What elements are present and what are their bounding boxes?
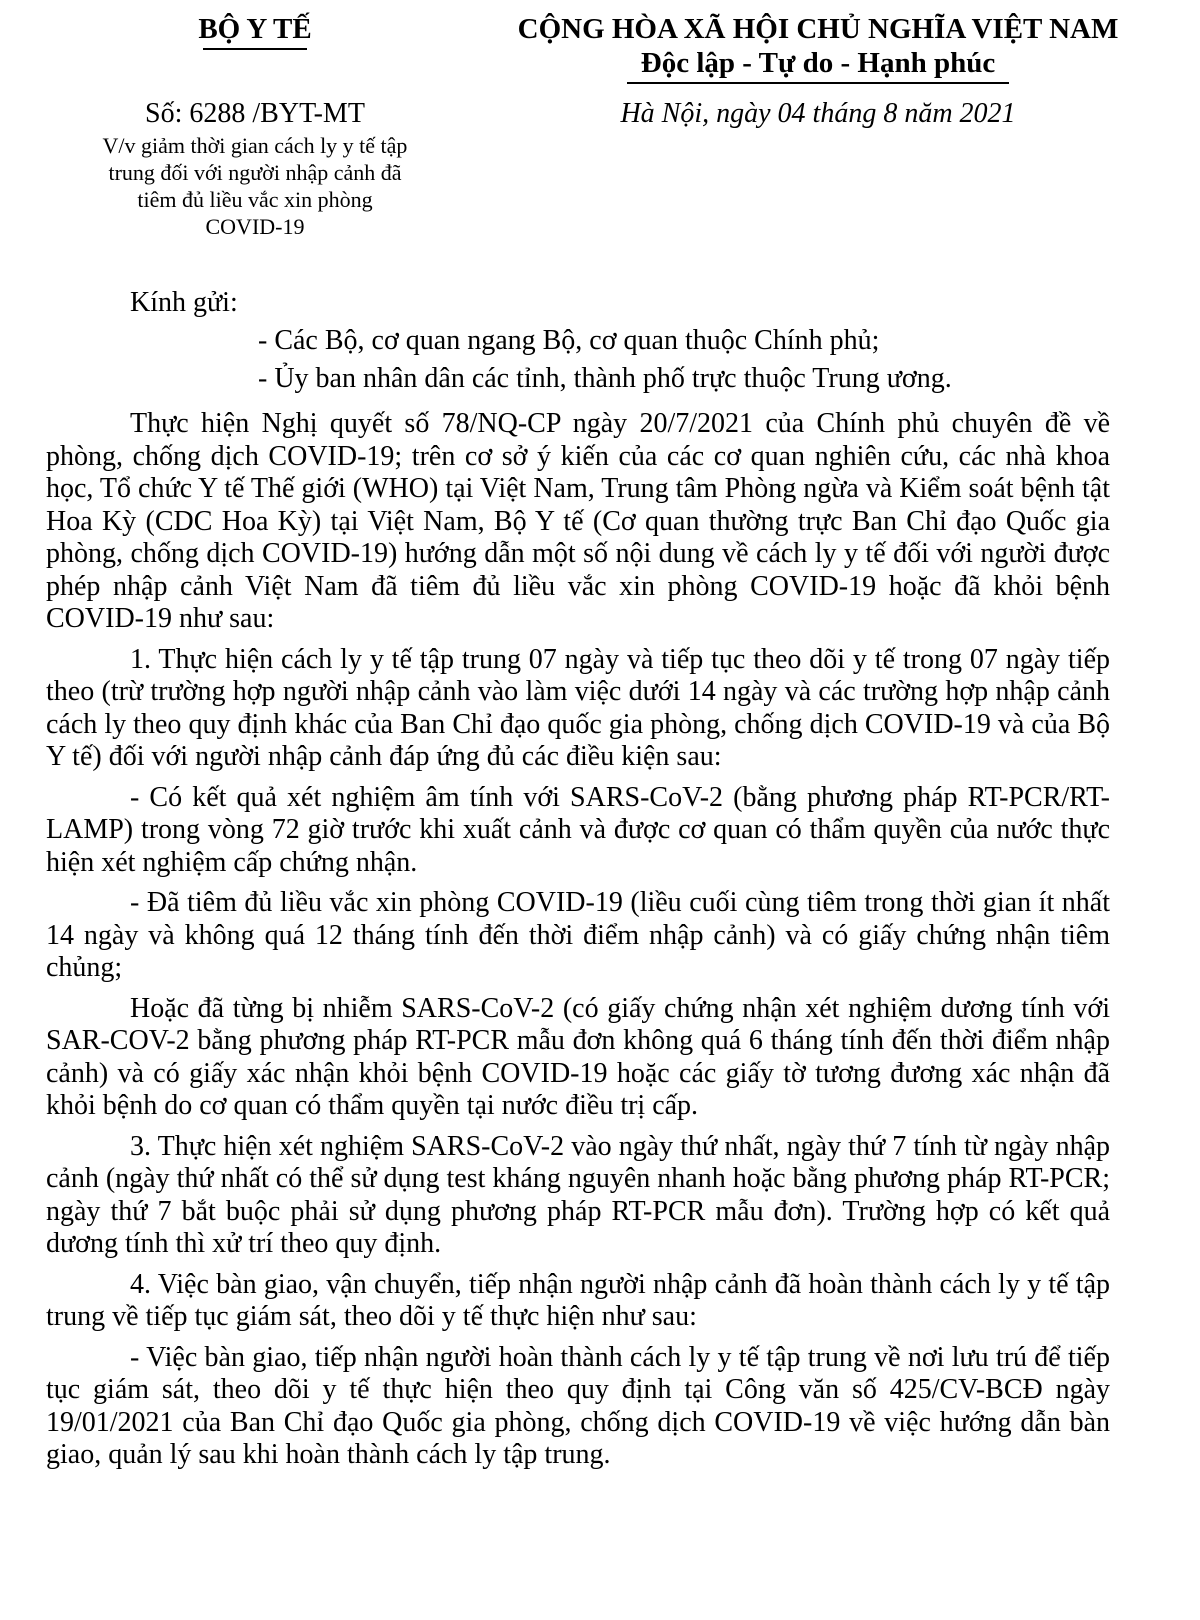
body-paragraph: 4. Việc bàn giao, vận chuyển, tiếp nhận người nhập cảnh đã hoàn thành cách ly y tế tập trung về tiếp tục giám sát, theo dõi y tế thực hiện như sau: <box>46 1268 1110 1332</box>
national-motto: Độc lập - Tự do - Hạnh phúc <box>640 47 996 79</box>
recipients-block <box>130 284 1160 398</box>
body-paragraph: - Việc bàn giao, tiếp nhận người hoàn thành cách ly y tế tập trung về nơi lưu trú để tiếp tục giám sát, theo dõi y tế thực hiện theo quy định tại Công văn số 425/CV-BCĐ ngày 19/01/2021 của Ban Chỉ đạo Quốc gia phòng, chống dịch COVID-19 về việc hướng dẫn bàn giao, quản lý sau khi hoàn thành cách ly tập trung. <box>46 1341 1110 1470</box>
document-number: Số: 6288 /BYT-MT <box>145 98 365 129</box>
subject-line: tiêm đủ liều vắc xin phòng <box>137 187 373 212</box>
agency-underline <box>203 48 307 50</box>
recipient-item: - Các Bộ, cơ quan ngang Bộ, cơ quan thuộc Chính phủ; <box>258 325 880 356</box>
document-body <box>46 408 1110 1480</box>
body-paragraph: - Đã tiêm đủ liều vắc xin phòng COVID-19 (liều cuối cùng tiêm trong thời gian ít nhất 14 ngày và không quá 12 tháng tính đến thời điểm nhập cảnh) và có giấy chứng nhận tiêm chủng; <box>46 887 1110 983</box>
date-line: Hà Nội, ngày 04 tháng 8 năm 2021 <box>620 98 1016 129</box>
subject-line: trung đối với người nhập cảnh đã <box>108 160 402 185</box>
nation-title: CỘNG HÒA XÃ HỘI CHỦ NGHĨA VIỆT NAM <box>517 13 1119 45</box>
agency-block <box>40 12 470 50</box>
motto-underline <box>627 82 1009 84</box>
body-paragraph: Thực hiện Nghị quyết số 78/NQ-CP ngày 20/7/2021 của Chính phủ chuyên đề về phòng, chống dịch COVID-19; trên cơ sở ý kiến của các cơ quan nghiên cứu, các nhà khoa học, Tổ chức Y tế Thế giới (WHO) tại Việt Nam, Trung tâm Phòng ngừa và Kiểm soát bệnh tật Hoa Kỳ (CDC Hoa Kỳ) tại Việt Nam, Bộ Y tế (Cơ quan thường trực Ban Chỉ đạo Quốc gia phòng, chống dịch COVID-19) hướng dẫn một số nội dung về cách ly y tế đối với người được phép nhập cảnh Việt Nam đã tiêm đủ liều vắc xin phòng COVID-19 hoặc đã khỏi bệnh COVID-19 như sau: <box>46 408 1110 634</box>
agency-name: BỘ Y TẾ <box>198 13 312 45</box>
recipient-item: - Ủy ban nhân dân các tỉnh, thành phố trực thuộc Trung ương. <box>258 363 952 394</box>
body-paragraph: 3. Thực hiện xét nghiệm SARS-CoV-2 vào ngày thứ nhất, ngày thứ 7 tính từ ngày nhập cảnh (ngày thứ nhất có thể sử dụng test kháng nguyên nhanh hoặc bằng phương pháp RT-PCR; ngày thứ 7 bắt buộc phải sử dụng phương pháp RT-PCR mẫu đơn). Trường hợp có kết quả dương tính thì xử trí theo quy định. <box>46 1130 1110 1259</box>
body-paragraph: 1. Thực hiện cách ly y tế tập trung 07 ngày và tiếp tục theo dõi y tế trong 07 ngày tiếp theo (trừ trường hợp người nhập cảnh vào làm việc dưới 14 ngày và các trường hợp nhập cảnh cách ly theo quy định khác của Ban Chỉ đạo quốc gia phòng, chống dịch COVID-19 và của Bộ Y tế) đối với người nhập cảnh đáp ứng đủ các điều kiện sau: <box>46 643 1110 772</box>
body-paragraph: Hoặc đã từng bị nhiễm SARS-CoV-2 (có giấy chứng nhận xét nghiệm dương tính với SAR-COV-2 bằng phương pháp RT-PCR mẫu đơn không quá 6 tháng tính đến thời điểm nhập cảnh) và có giấy xác nhận khỏi bệnh COVID-19 hoặc các giấy tờ tương đương xác nhận đã khỏi bệnh do cơ quan có thẩm quyền tại nước điều trị cấp. <box>46 992 1110 1121</box>
salutation: Kính gửi: <box>130 287 238 318</box>
national-header <box>468 12 1168 84</box>
subject-line: V/v giảm thời gian cách ly y tế tập <box>102 133 408 158</box>
body-paragraph: - Có kết quả xét nghiệm âm tính với SARS-CoV-2 (bằng phương pháp RT-PCR/RT-LAMP) trong vòng 72 giờ trước khi xuất cảnh và được cơ quan có thẩm quyền của nước thực hiện xét nghiệm cấp chứng nhận. <box>46 781 1110 878</box>
subject-line: COVID-19 <box>205 214 305 239</box>
document-subject <box>40 132 470 240</box>
